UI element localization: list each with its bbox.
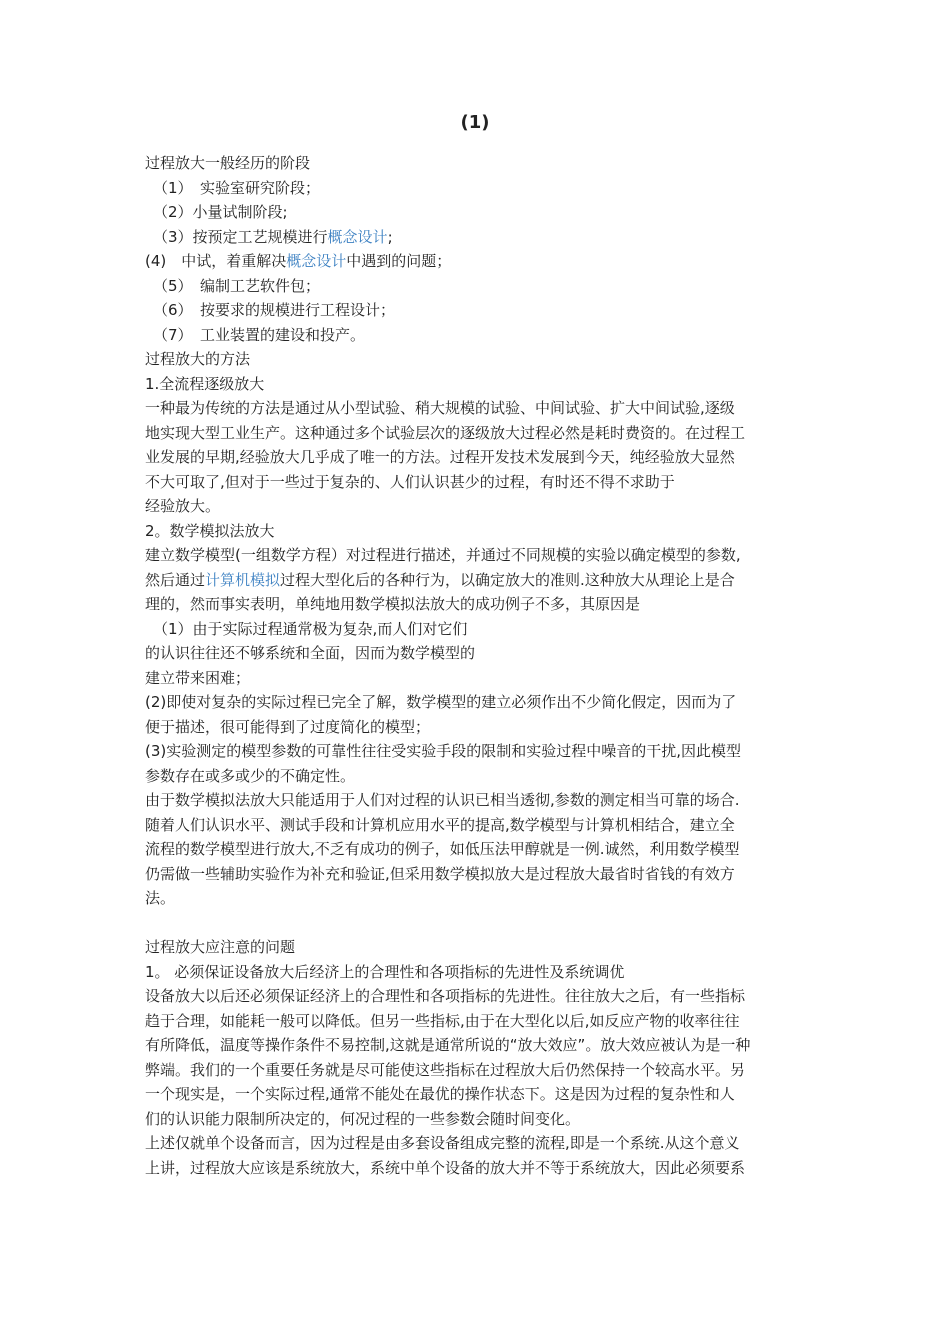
text-line	[145, 543, 810, 568]
line-text: 建立数学模型(一组数学方程）对过程进行描述，并通过不同规模的实验以确定模型的参数,	[145, 546, 741, 564]
blank-line	[145, 911, 810, 936]
line-text: （1）由于实际过程通常极为复杂,而人们对它们	[153, 619, 468, 638]
text-line	[145, 347, 810, 372]
line-text: （7） 工业装置的建设和投产。	[153, 325, 366, 344]
line-text: 设备放大以后还必须保证经济上的合理性和各项指标的先进性。往往放大之后，有一些指标	[145, 987, 746, 1005]
text-line	[145, 935, 810, 960]
text-line	[145, 764, 810, 789]
line-text: 由于数学模拟法放大只能适用于人们对过程的认识已相当透彻,参数的测定相当可靠的场合.	[145, 791, 740, 809]
text-line	[145, 739, 810, 764]
text-line	[145, 666, 810, 691]
line-text: 经验放大。	[145, 497, 221, 515]
text-line	[145, 1156, 810, 1181]
line-text: （1） 实验室研究阶段；	[153, 178, 321, 197]
line-text: 业发展的早期,经验放大几乎成了唯一的方法。过程开发技术发展到今天，纯经验放大显然	[145, 448, 735, 466]
line-text: 过程放大的方法	[145, 350, 251, 368]
line-text: 过程放大一般经历的阶段	[145, 154, 311, 172]
line-text: (4) 中试，着重解决	[145, 252, 287, 270]
text-line	[145, 960, 810, 985]
text-line	[145, 690, 810, 715]
document-body	[145, 151, 810, 1180]
line-text: 有所降低，温度等操作条件不易控制,这就是通常所说的“放大效应”。放大效应被认为是一种	[145, 1036, 751, 1054]
line-text: 随着人们认识水平、测试手段和计算机应用水平的提高,数学模型与计算机相结合，建立全	[145, 815, 735, 834]
text-line	[145, 225, 810, 250]
line-text: （3）按预定工艺规模进行	[153, 227, 328, 246]
text-line	[145, 249, 810, 274]
text-line	[145, 568, 810, 593]
line-text: 1.全流程逐级放大	[145, 374, 265, 393]
text-line	[145, 1058, 810, 1083]
text-line	[145, 788, 810, 813]
line-text: 趋于合理，如能耗一般可以降低。但另一些指标,由于在大型化以后,如反应产物的收率往往	[145, 1011, 740, 1030]
text-line	[145, 445, 810, 470]
line-text: 弊端。我们的一个重要任务就是尽可能使这些指标在过程放大后仍然保持一个较高水平。另	[145, 1060, 746, 1079]
text-line	[145, 1033, 810, 1058]
hyperlink[interactable]: 概念设计	[327, 227, 388, 246]
line-text: 仍需做一些辅助实验作为补充和验证,但采用数学模拟放大是过程放大最省时省钱的有效方	[145, 864, 735, 883]
line-text: （6） 按要求的规模进行工程设计；	[153, 301, 396, 319]
text-line	[145, 274, 810, 299]
text-line	[145, 421, 810, 446]
text-line	[145, 1107, 810, 1132]
line-text: 便于描述，很可能得到了过度简化的模型；	[145, 717, 431, 736]
line-text: 然后通过	[145, 570, 206, 589]
text-line	[145, 984, 810, 1009]
line-text: 们的认识能力限制所决定的，何况过程的一些参数会随时间变化。	[145, 1109, 581, 1128]
text-line	[145, 1082, 810, 1107]
text-line	[145, 298, 810, 323]
line-text: 建立带来困难；	[145, 668, 251, 687]
line-text: （2）小量试制阶段;	[153, 203, 288, 221]
text-line	[145, 470, 810, 495]
page-title: (1)	[460, 112, 490, 133]
text-line	[145, 200, 810, 225]
text-line	[145, 617, 810, 642]
line-text: 流程的数学模型进行放大,不乏有成功的例子，如低压法甲醇就是一例.诚然，利用数学模型	[145, 840, 740, 858]
line-text: (2)即使对复杂的实际过程已完全了解，数学模型的建立必须作出不少简化假定，因而为了	[145, 693, 737, 711]
line-text-after: 中遇到的问题；	[346, 252, 452, 270]
line-text: 一种最为传统的方法是通过从小型试验、稍大规模的试验、中间试验、扩大中间试验,逐级	[145, 399, 735, 417]
line-text: 法。	[145, 889, 176, 907]
text-line	[145, 396, 810, 421]
line-text: 地实现大型工业生产。这种通过多个试验层次的逐级放大过程必然是耗时费资的。在过程工	[145, 423, 746, 442]
hyperlink[interactable]: 计算机模拟	[205, 570, 281, 589]
text-line	[145, 372, 810, 397]
text-line	[145, 519, 810, 544]
text-line	[145, 641, 810, 666]
line-text-after: ;	[387, 227, 393, 246]
text-line	[145, 813, 810, 838]
text-line	[145, 323, 810, 348]
line-text: 的认识往往还不够系统和全面，因而为数学模型的	[145, 644, 476, 662]
line-text: 1。 必须保证设备放大后经济上的合理性和各项指标的先进性及系统调优	[145, 962, 625, 981]
text-line	[145, 151, 810, 176]
line-text: 上述仅就单个设备而言，因为过程是由多套设备组成完整的流程,即是一个系统.从这个意义	[145, 1134, 740, 1152]
text-line	[145, 494, 810, 519]
line-text: (3)实验测定的模型参数的可靠性往往受实验手段的限制和实验过程中噪音的干扰,因此模型	[145, 742, 742, 760]
line-text: 2。数学模拟法放大	[145, 521, 275, 540]
line-text: 上讲，过程放大应该是系统放大，系统中单个设备的放大并不等于系统放大，因此必须要系	[145, 1158, 746, 1177]
line-text: 理的，然而事实表明，单纯地用数学模拟法放大的成功例子不多，其原因是	[145, 595, 641, 613]
text-line	[145, 1009, 810, 1034]
line-text: 过程放大应注意的问题	[145, 938, 296, 956]
line-text: 参数存在或多或少的不确定性。	[145, 766, 356, 785]
text-line	[145, 837, 810, 862]
text-line	[145, 886, 810, 911]
text-line	[145, 592, 810, 617]
text-line	[145, 862, 810, 887]
text-line	[145, 1131, 810, 1156]
line-text: 不大可取了,但对于一些过于复杂的、人们认识甚少的过程，有时还不得不求助于	[145, 472, 675, 491]
line-text: （5） 编制工艺软件包；	[153, 276, 321, 295]
line-text: 一个现实是，一个实际过程,通常不能处在最优的操作状态下。这是因为过程的复杂性和人	[145, 1085, 735, 1103]
line-text-after: 过程大型化后的各种行为，以确定放大的准则.这种放大从理论上是合	[280, 570, 735, 589]
text-line	[145, 176, 810, 201]
text-line	[145, 715, 810, 740]
hyperlink[interactable]: 概念设计	[286, 252, 347, 270]
